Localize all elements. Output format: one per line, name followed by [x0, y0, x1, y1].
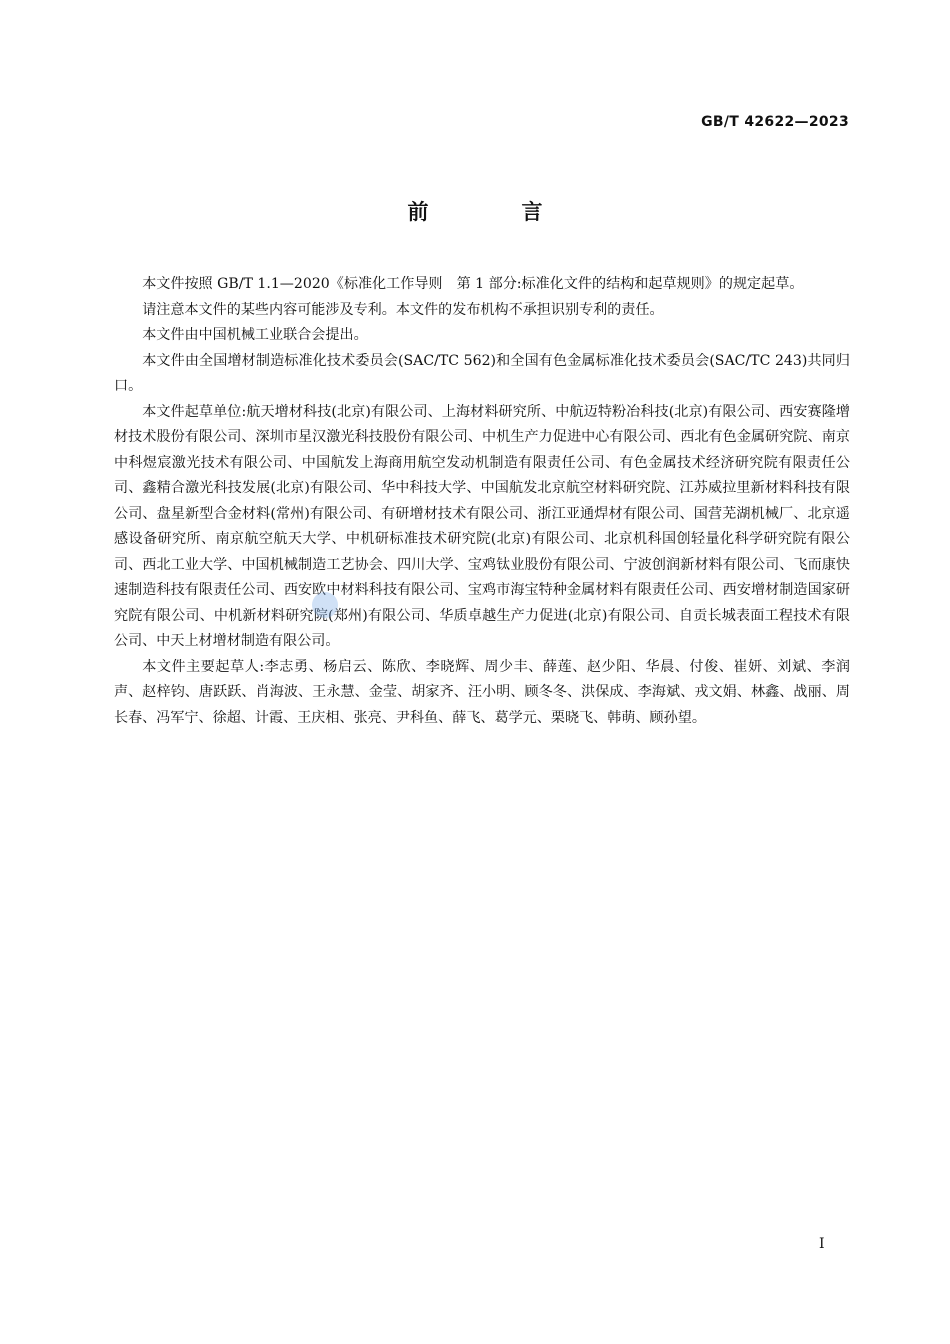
paragraph-drafting-rules: 本文件按照 GB/T 1.1—2020《标准化工作导则 第 1 部分:标准化文件的结构和起草规则》的规定起草。 — [142, 276, 804, 292]
paragraph-drafting-units: 本文件起草单位:航天增材科技(北京)有限公司、上海材料研究所、中航迈特粉冶科技(北京)有限公司、西安赛隆增材技术股份有限公司、深圳市星汉激光科技股份有限公司、中机生产力促进中心有限公司、西北有色金属研究院、南京中科煜宸激光技术有限公司、中国航发上海商用航空发动机制造有限责任公司、有色金属技术经济研究院有限责任公司、鑫精合激光科技发展(北京)有限公司、华中科技大学、中国航发北京航空材料研究院、江苏威拉里新材料科技有限公司、盘星新型合金材料(常州)有限公司、有研增材技术有限公司、浙江亚通焊材有限公司、国营芜湖机械厂、北京遥感设备研究所、南京航空航天大学、中机研标准技术研究院(北京)有限公司、北京机科国创轻量化科学研究院有限公司、西北工业大学、中国机械制造工艺协会、四川大学、宝鸡钛业股份有限公司、宁波创润新材料有限公司、飞而康快速制造科技有限责任公司、西安欧中材料科技有限公司、宝鸡市海宝特种金属材料有限责任公司、西安增材制造国家研究院有限公司、中机新材料研究院(郑州)有限公司、华质卓越生产力促进(北京)有限公司、自贡长城表面工程技术有限公司、中天上材增材制造有限公司。 — [114, 403, 850, 649]
paragraph-drafters: 本文件主要起草人:李志勇、杨启云、陈欣、李晓辉、周少丰、薛莲、赵少阳、华晨、付俊、崔妍、刘斌、李润声、赵梓钧、唐跃跃、肖海波、王永慧、金莹、胡家齐、汪小明、顾冬冬、洪保成、李海斌、戎文娟、林鑫、战丽、周长春、冯军宁、徐超、计霞、王庆相、张亮、尹科鱼、薛飞、葛学元、栗晓飞、韩萌、顾孙望。 — [114, 658, 850, 726]
foreword-body — [114, 272, 850, 731]
paragraph-proposer: 本文件由中国机械工业联合会提出。 — [142, 327, 368, 343]
page-title: 前 言 — [407, 200, 579, 224]
standard-code: GB/T 42622—2023 — [701, 114, 849, 130]
paragraph-committee: 本文件由全国增材制造标准化技术委员会(SAC/TC 562)和全国有色金属标准化技术委员会(SAC/TC 243)共同归口。 — [114, 352, 850, 394]
paragraph-patent-notice: 请注意本文件的某些内容可能涉及专利。本文件的发布机构不承担识别专利的责任。 — [142, 301, 664, 318]
page-number: I — [819, 1236, 825, 1252]
watermark-mark — [312, 592, 338, 618]
